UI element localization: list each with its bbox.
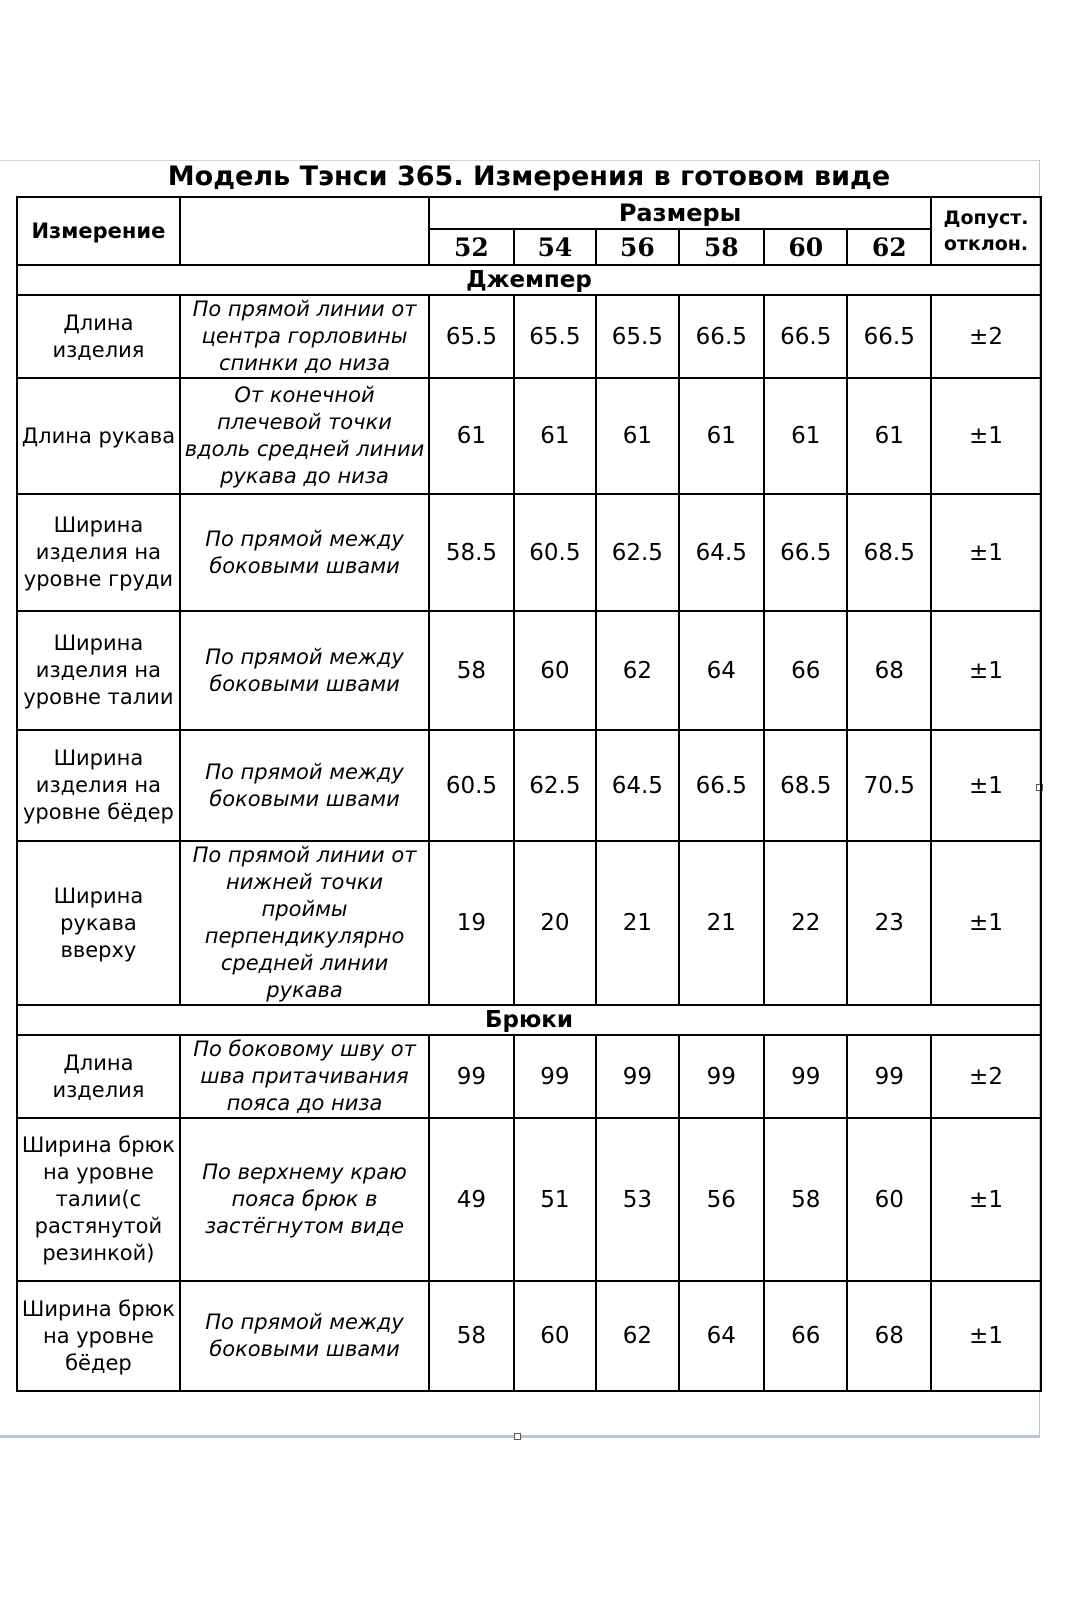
size-value-52: 99 bbox=[429, 1035, 513, 1118]
measurement-name: Длина рукава bbox=[17, 378, 180, 494]
size-value-58: 99 bbox=[679, 1035, 764, 1118]
size-value-52: 61 bbox=[429, 378, 513, 494]
tolerance-value: ±1 bbox=[931, 1281, 1041, 1391]
size-value-62: 68.5 bbox=[847, 494, 931, 611]
size-value-58: 66.5 bbox=[679, 730, 764, 841]
section-title: Джемпер bbox=[17, 265, 1041, 295]
tolerance-value: ±1 bbox=[931, 378, 1041, 494]
size-value-52: 60.5 bbox=[429, 730, 513, 841]
sizes-header: Размеры bbox=[429, 197, 931, 229]
size-value-54: 65.5 bbox=[514, 295, 596, 378]
size-value-56: 99 bbox=[596, 1035, 678, 1118]
measurement-method: По прямой между боковыми швами bbox=[180, 611, 429, 730]
size-value-58: 64 bbox=[679, 611, 764, 730]
size-value-62: 23 bbox=[847, 841, 931, 1005]
size-header-56: 56 bbox=[596, 229, 678, 265]
size-value-54: 20 bbox=[514, 841, 596, 1005]
size-value-58: 56 bbox=[679, 1118, 764, 1281]
size-value-62: 66.5 bbox=[847, 295, 931, 378]
size-value-56: 61 bbox=[596, 378, 678, 494]
tolerance-value: ±1 bbox=[931, 730, 1041, 841]
measurement-method: По прямой между боковыми швами bbox=[180, 494, 429, 611]
measurement-name: Длина изделия bbox=[17, 295, 180, 378]
size-value-60: 68.5 bbox=[764, 730, 847, 841]
size-value-52: 19 bbox=[429, 841, 513, 1005]
tolerance-header-line1: Допуст. bbox=[943, 207, 1029, 229]
table-row bbox=[17, 1118, 1041, 1281]
tolerance-value: ±2 bbox=[931, 1035, 1041, 1118]
table-row bbox=[17, 730, 1041, 841]
size-value-62: 68 bbox=[847, 611, 931, 730]
measurement-name: Ширина изделия на уровне талии bbox=[17, 611, 180, 730]
measurement-method: По верхнему краю пояса брюк в застёгнутом виде bbox=[180, 1118, 429, 1281]
size-value-56: 65.5 bbox=[596, 295, 678, 378]
size-value-56: 62 bbox=[596, 1281, 678, 1391]
size-value-60: 66 bbox=[764, 1281, 847, 1391]
size-header-52: 52 bbox=[429, 229, 513, 265]
measurement-name: Ширина изделия на уровне груди bbox=[17, 494, 180, 611]
table-row bbox=[17, 295, 1041, 378]
size-value-60: 99 bbox=[764, 1035, 847, 1118]
tolerance-header-line2: отклон. bbox=[943, 233, 1029, 255]
size-value-58: 66.5 bbox=[679, 295, 764, 378]
tolerance-value: ±1 bbox=[931, 611, 1041, 730]
size-value-60: 66 bbox=[764, 611, 847, 730]
tolerance-value: ±1 bbox=[931, 494, 1041, 611]
measurements-table bbox=[16, 196, 1042, 1392]
table-row bbox=[17, 1035, 1041, 1118]
tolerance-value: ±1 bbox=[931, 1118, 1041, 1281]
table-row bbox=[17, 378, 1041, 494]
size-header-54: 54 bbox=[514, 229, 596, 265]
document-title: Модель Тэнси 365. Измерения в готовом виде bbox=[167, 161, 891, 192]
size-value-56: 62 bbox=[596, 611, 678, 730]
method-header bbox=[180, 197, 429, 265]
table-row bbox=[17, 1281, 1041, 1391]
header-row bbox=[17, 197, 1041, 229]
tolerance-value: ±1 bbox=[931, 841, 1041, 1005]
size-header-60: 60 bbox=[764, 229, 847, 265]
table-row bbox=[17, 611, 1041, 730]
measurement-name: Ширина брюк на уровне талии(с растянутой резинкой) bbox=[17, 1118, 180, 1281]
size-value-62: 60 bbox=[847, 1118, 931, 1281]
measurement-method: По прямой линии от центра горловины спинки до низа bbox=[180, 295, 429, 378]
size-value-58: 64.5 bbox=[679, 494, 764, 611]
table-row bbox=[17, 494, 1041, 611]
section-row bbox=[17, 1005, 1041, 1035]
tolerance-value: ±2 bbox=[931, 295, 1041, 378]
size-value-62: 61 bbox=[847, 378, 931, 494]
size-value-62: 99 bbox=[847, 1035, 931, 1118]
measurement-method: По боковому шву от шва притачивания пояса до низа bbox=[180, 1035, 429, 1118]
section-title: Брюки bbox=[17, 1005, 1041, 1035]
size-value-60: 61 bbox=[764, 378, 847, 494]
size-value-54: 61 bbox=[514, 378, 596, 494]
measurement-name: Ширина изделия на уровне бёдер bbox=[17, 730, 180, 841]
size-value-52: 65.5 bbox=[429, 295, 513, 378]
size-value-54: 51 bbox=[514, 1118, 596, 1281]
table-body bbox=[17, 265, 1041, 1391]
size-value-56: 62.5 bbox=[596, 494, 678, 611]
measurement-method: По прямой между боковыми швами bbox=[180, 1281, 429, 1391]
size-value-52: 58.5 bbox=[429, 494, 513, 611]
measurement-name: Ширина рукава вверху bbox=[17, 841, 180, 1005]
measurement-name: Ширина брюк на уровне бёдер bbox=[17, 1281, 180, 1391]
measurement-method: По прямой линии от нижней точки проймы перпендикулярно средней линии рукава bbox=[180, 841, 429, 1005]
size-value-60: 66.5 bbox=[764, 494, 847, 611]
size-value-62: 70.5 bbox=[847, 730, 931, 841]
size-header-62: 62 bbox=[847, 229, 931, 265]
size-value-54: 62.5 bbox=[514, 730, 596, 841]
section-row bbox=[17, 265, 1041, 295]
size-value-54: 60.5 bbox=[514, 494, 596, 611]
measurement-name: Длина изделия bbox=[17, 1035, 180, 1118]
size-value-54: 60 bbox=[514, 611, 596, 730]
size-value-56: 53 bbox=[596, 1118, 678, 1281]
size-value-60: 22 bbox=[764, 841, 847, 1005]
size-value-54: 60 bbox=[514, 1281, 596, 1391]
size-value-52: 49 bbox=[429, 1118, 513, 1281]
size-value-60: 58 bbox=[764, 1118, 847, 1281]
size-value-58: 64 bbox=[679, 1281, 764, 1391]
size-value-56: 64.5 bbox=[596, 730, 678, 841]
table-row bbox=[17, 841, 1041, 1005]
size-value-52: 58 bbox=[429, 611, 513, 730]
measurement-method: По прямой между боковыми швами bbox=[180, 730, 429, 841]
resize-handle-bottom[interactable] bbox=[514, 1433, 521, 1440]
tolerance-header bbox=[931, 197, 1041, 265]
measurement-method: От конечной плечевой точки вдоль средней линии рукава до низа bbox=[180, 378, 429, 494]
size-value-58: 61 bbox=[679, 378, 764, 494]
size-value-58: 21 bbox=[679, 841, 764, 1005]
size-value-56: 21 bbox=[596, 841, 678, 1005]
size-value-52: 58 bbox=[429, 1281, 513, 1391]
size-value-54: 99 bbox=[514, 1035, 596, 1118]
size-value-60: 66.5 bbox=[764, 295, 847, 378]
size-header-58: 58 bbox=[679, 229, 764, 265]
measurement-header: Измерение bbox=[17, 197, 180, 265]
size-value-62: 68 bbox=[847, 1281, 931, 1391]
